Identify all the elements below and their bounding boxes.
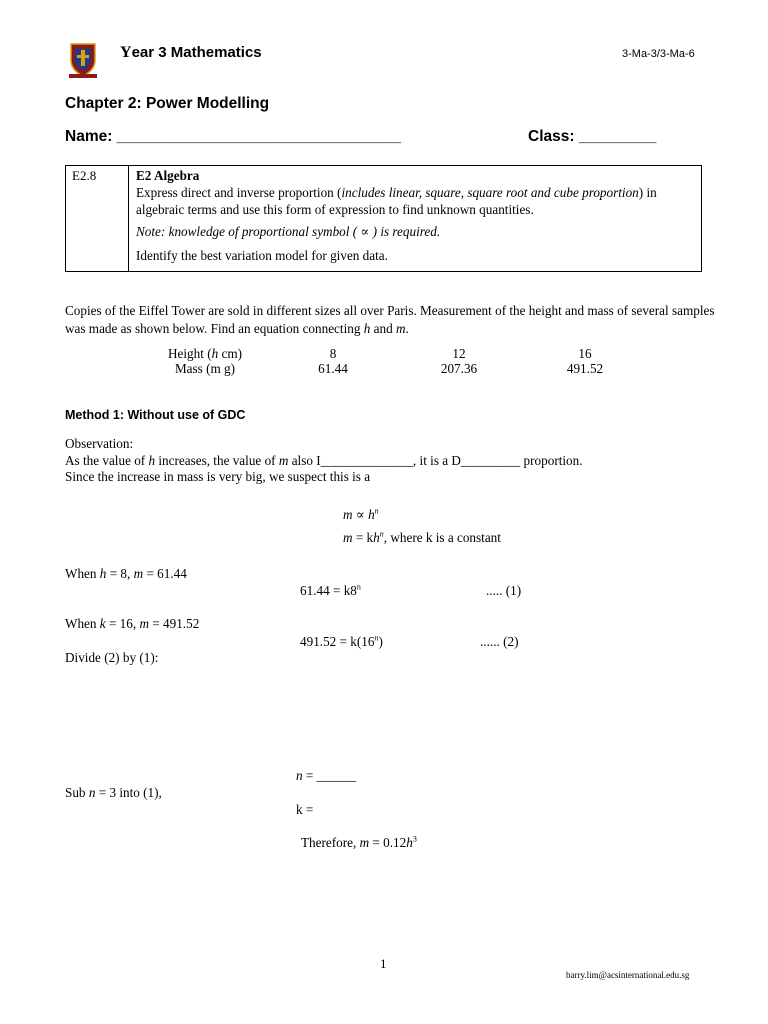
header-code: 3-Ma-3/3-Ma-6 bbox=[622, 48, 695, 60]
class-field: Class: _________ bbox=[528, 128, 657, 145]
equation-2: $491.52 = k(16^n)$ bbox=[300, 633, 383, 649]
n-answer: n = ______ bbox=[296, 768, 357, 783]
substitute-instruction: Sub n = 3 into (1), bbox=[65, 785, 162, 800]
height-value: 8 bbox=[329, 346, 337, 361]
height-row bbox=[140, 346, 648, 361]
height-value: 12 bbox=[452, 346, 466, 361]
header-title: Year 3 Mathematics bbox=[120, 44, 262, 61]
mass-label: Mass (m g) bbox=[174, 361, 236, 376]
syllabus-divider bbox=[128, 166, 129, 271]
mass-value: 207.36 bbox=[440, 361, 478, 376]
divide-instruction: Divide (2) by (1): bbox=[65, 650, 159, 665]
syllabus-title: E2 Algebra bbox=[136, 168, 200, 183]
equation-2-label: ...... (2) bbox=[480, 634, 519, 649]
observation-line2: Since the increase in mass is very big, we suspect this is a bbox=[65, 469, 371, 484]
method-heading: Method 1: Without use of GDC bbox=[65, 408, 246, 422]
page-number: 1 bbox=[380, 956, 387, 971]
height-label: Height (h cm) bbox=[168, 346, 242, 361]
syllabus-box bbox=[65, 165, 702, 272]
general-equation: $m = kh^n$, where k is a constant bbox=[343, 529, 501, 545]
mass-value: 61.44 bbox=[318, 361, 348, 376]
syllabus-identify: Identify the best variation model for given data. bbox=[136, 248, 388, 263]
author-email: barry.lim@acsinternational.edu.sg bbox=[566, 970, 690, 980]
mass-value: 491.52 bbox=[566, 361, 604, 376]
syllabus-code: E2.8 bbox=[72, 168, 97, 183]
observation-label: Observation: bbox=[65, 436, 134, 451]
proportion-equation: $m \propto h^n$ bbox=[343, 506, 379, 522]
syllabus-note: Note: knowledge of proportional symbol ( ∝ ) is required. bbox=[136, 224, 441, 239]
syllabus-body bbox=[136, 167, 696, 264]
chapter-title: Chapter 2: Power Modelling bbox=[65, 95, 270, 112]
when-condition-2: When k = 16, m = 491.52 bbox=[65, 616, 200, 631]
equation-1: $61.44 = k8^n$ bbox=[300, 582, 361, 598]
mass-row bbox=[140, 361, 648, 376]
height-value: 16 bbox=[578, 346, 592, 361]
syllabus-description: Express direct and inverse proportion (includes linear, square, square root and cube proportion) in algebraic terms and use this form of expression to find unknown quantities. bbox=[136, 185, 657, 217]
observation bbox=[65, 436, 725, 486]
k-answer: k = bbox=[296, 802, 314, 817]
when-condition-1: When h = 8, m = 61.44 bbox=[65, 566, 187, 581]
name-field: Name: _________________________________ bbox=[65, 128, 402, 145]
data-table bbox=[140, 346, 648, 376]
observation-line1: As the value of h increases, the value of m also I______________, it is a D_________ proportion. bbox=[65, 452, 583, 468]
final-equation: Therefore, $m = 0.12h^3$ bbox=[301, 834, 417, 850]
problem-statement: Copies of the Eiffel Tower are sold in different sizes all over Paris. Measurement of the height and mass of several samples was made as shown below. Find an equation connecting h and m. bbox=[65, 303, 715, 336]
equation-1-label: ..... (1) bbox=[486, 583, 522, 598]
school-crest-logo bbox=[66, 40, 100, 80]
